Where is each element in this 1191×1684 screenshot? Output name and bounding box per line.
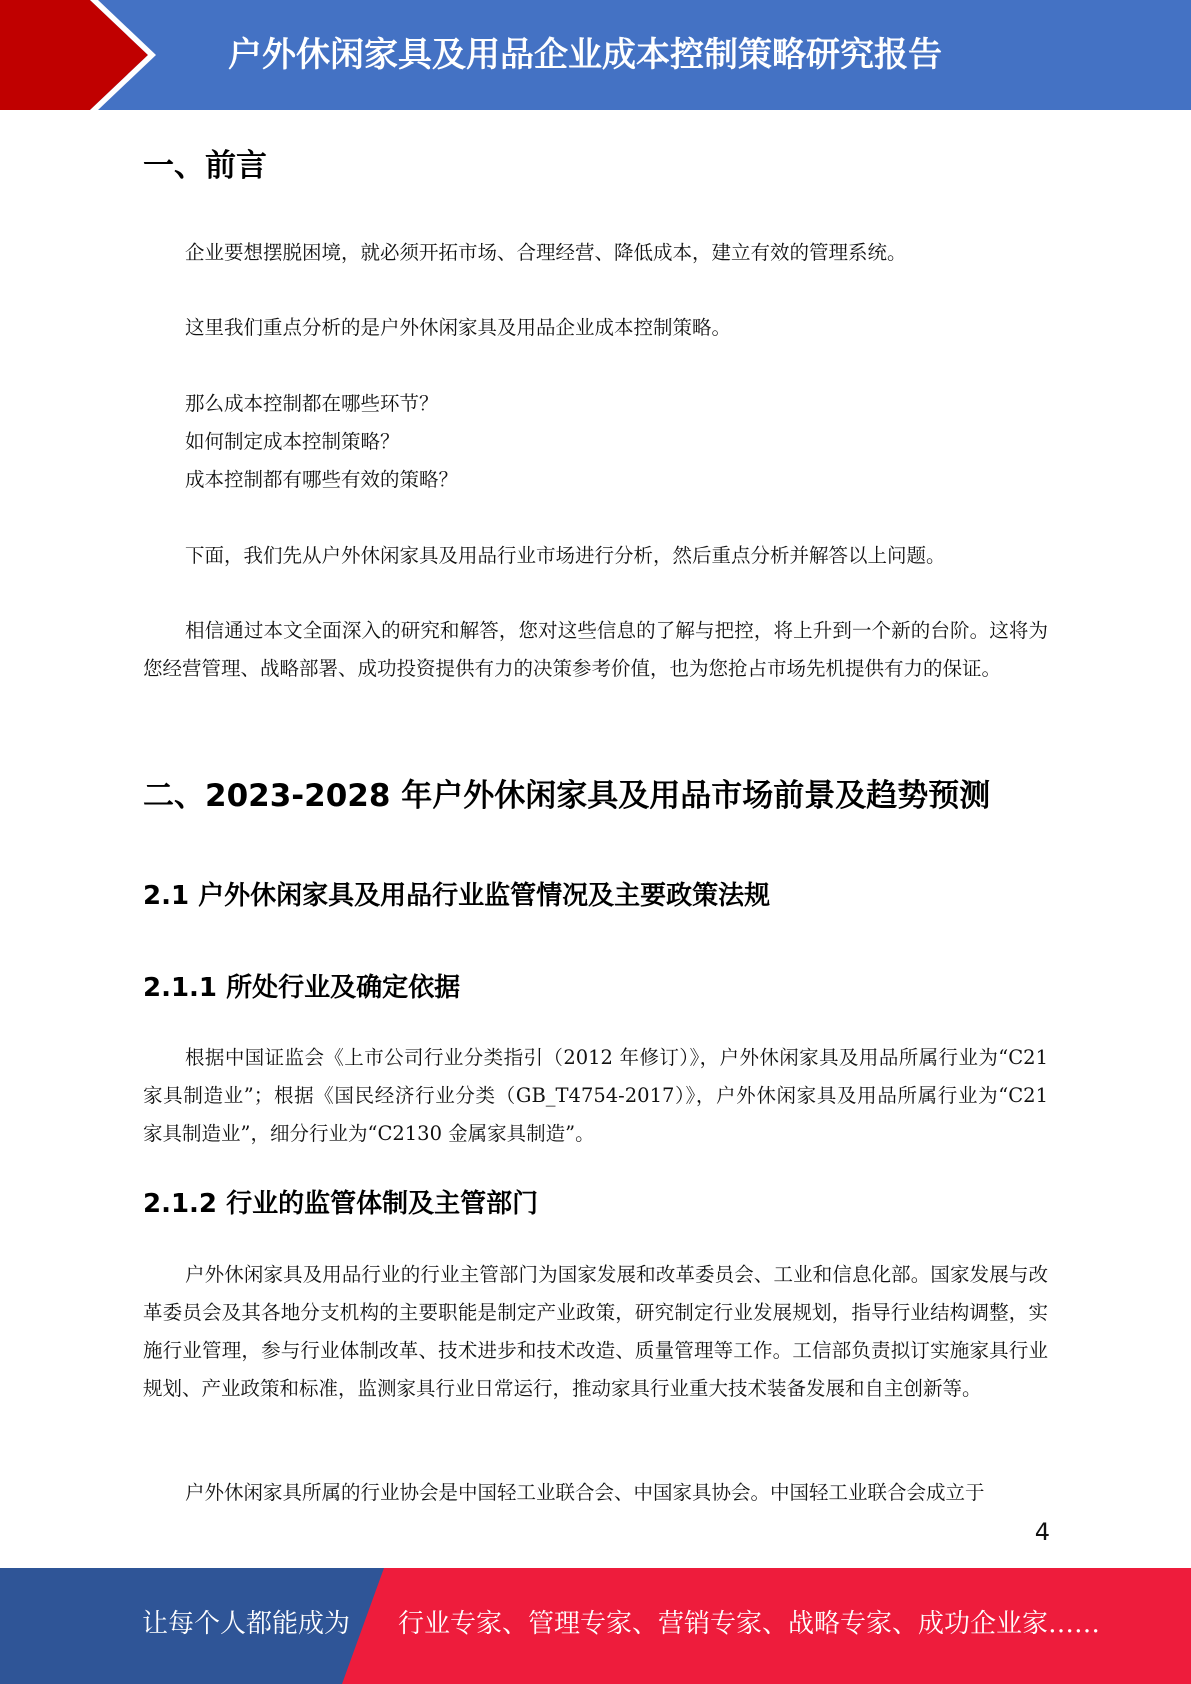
report-header	[0, 0, 1191, 110]
question-line: 那么成本控制都在哪些环节？	[185, 392, 439, 415]
paragraph: 户外休闲家具及用品行业的行业主管部门为国家发展和改革委员会、工业和信息化部。国家发展与改革委员会及其各地分支机构的主要职能是制定产业政策，研究制定行业发展规划，指导行业结构调整，实施行业管理，参与行业体制改革、技术进步和技术改造、质量管理等工作。工信部负责拟订实施家具行业规划、产业政策和标准，监测家具行业日常运行，推动家具行业重大技术装备发展和自主创新等。	[143, 1263, 1048, 1400]
paragraph: 下面，我们先从户外休闲家具及用品行业市场进行分析，然后重点分析并解答以上问题。	[185, 544, 946, 567]
paragraph: 根据中国证监会《上市公司行业分类指引（2012 年修订）》，户外休闲家具及用品所属行业为“C21 家具制造业”；根据《国民经济行业分类（GB_T4754-2017）》，户外休闲家具及用品所属行业为“C21 家具制造业”，细分行业为“C2130 金属家具制造”。	[143, 1046, 1048, 1145]
paragraph: 这里我们重点分析的是户外休闲家具及用品企业成本控制策略。	[185, 316, 732, 339]
section-heading-forecast: 二、2023-2028 年户外休闲家具及用品市场前景及趋势预测	[143, 778, 991, 814]
report-title: 户外休闲家具及用品企业成本控制策略研究报告	[228, 35, 942, 75]
footer-slogan-left: 让每个人都能成为	[142, 1609, 351, 1639]
subsection-heading: 2.1.2 行业的监管体制及主管部门	[143, 1189, 539, 1219]
question-line: 如何制定成本控制策略？	[185, 430, 400, 453]
report-footer	[0, 1568, 1191, 1684]
subsection-heading: 2.1 户外休闲家具及用品行业监管情况及主要政策法规	[143, 881, 771, 911]
question-line: 成本控制都有哪些有效的策略？	[185, 468, 459, 491]
section-heading-preface: 一、前言	[143, 148, 267, 184]
paragraph: 企业要想摆脱困境，就必须开拓市场、合理经营、降低成本，建立有效的管理系统。	[185, 241, 907, 264]
page-number: 4	[1034, 1518, 1050, 1546]
paragraph: 户外休闲家具所属的行业协会是中国轻工业联合会、中国家具协会。中国轻工业联合会成立于	[185, 1481, 985, 1504]
subsection-heading: 2.1.1 所处行业及确定依据	[143, 973, 461, 1003]
paragraph: 相信通过本文全面深入的研究和解答，您对这些信息的了解与把控，将上升到一个新的台阶。这将为您经营管理、战略部署、成功投资提供有力的决策参考价值，也为您抢占市场先机提供有力的保证。	[143, 619, 1048, 680]
footer-slogan-right: 行业专家、管理专家、营销专家、战略专家、成功企业家……	[398, 1609, 1101, 1639]
